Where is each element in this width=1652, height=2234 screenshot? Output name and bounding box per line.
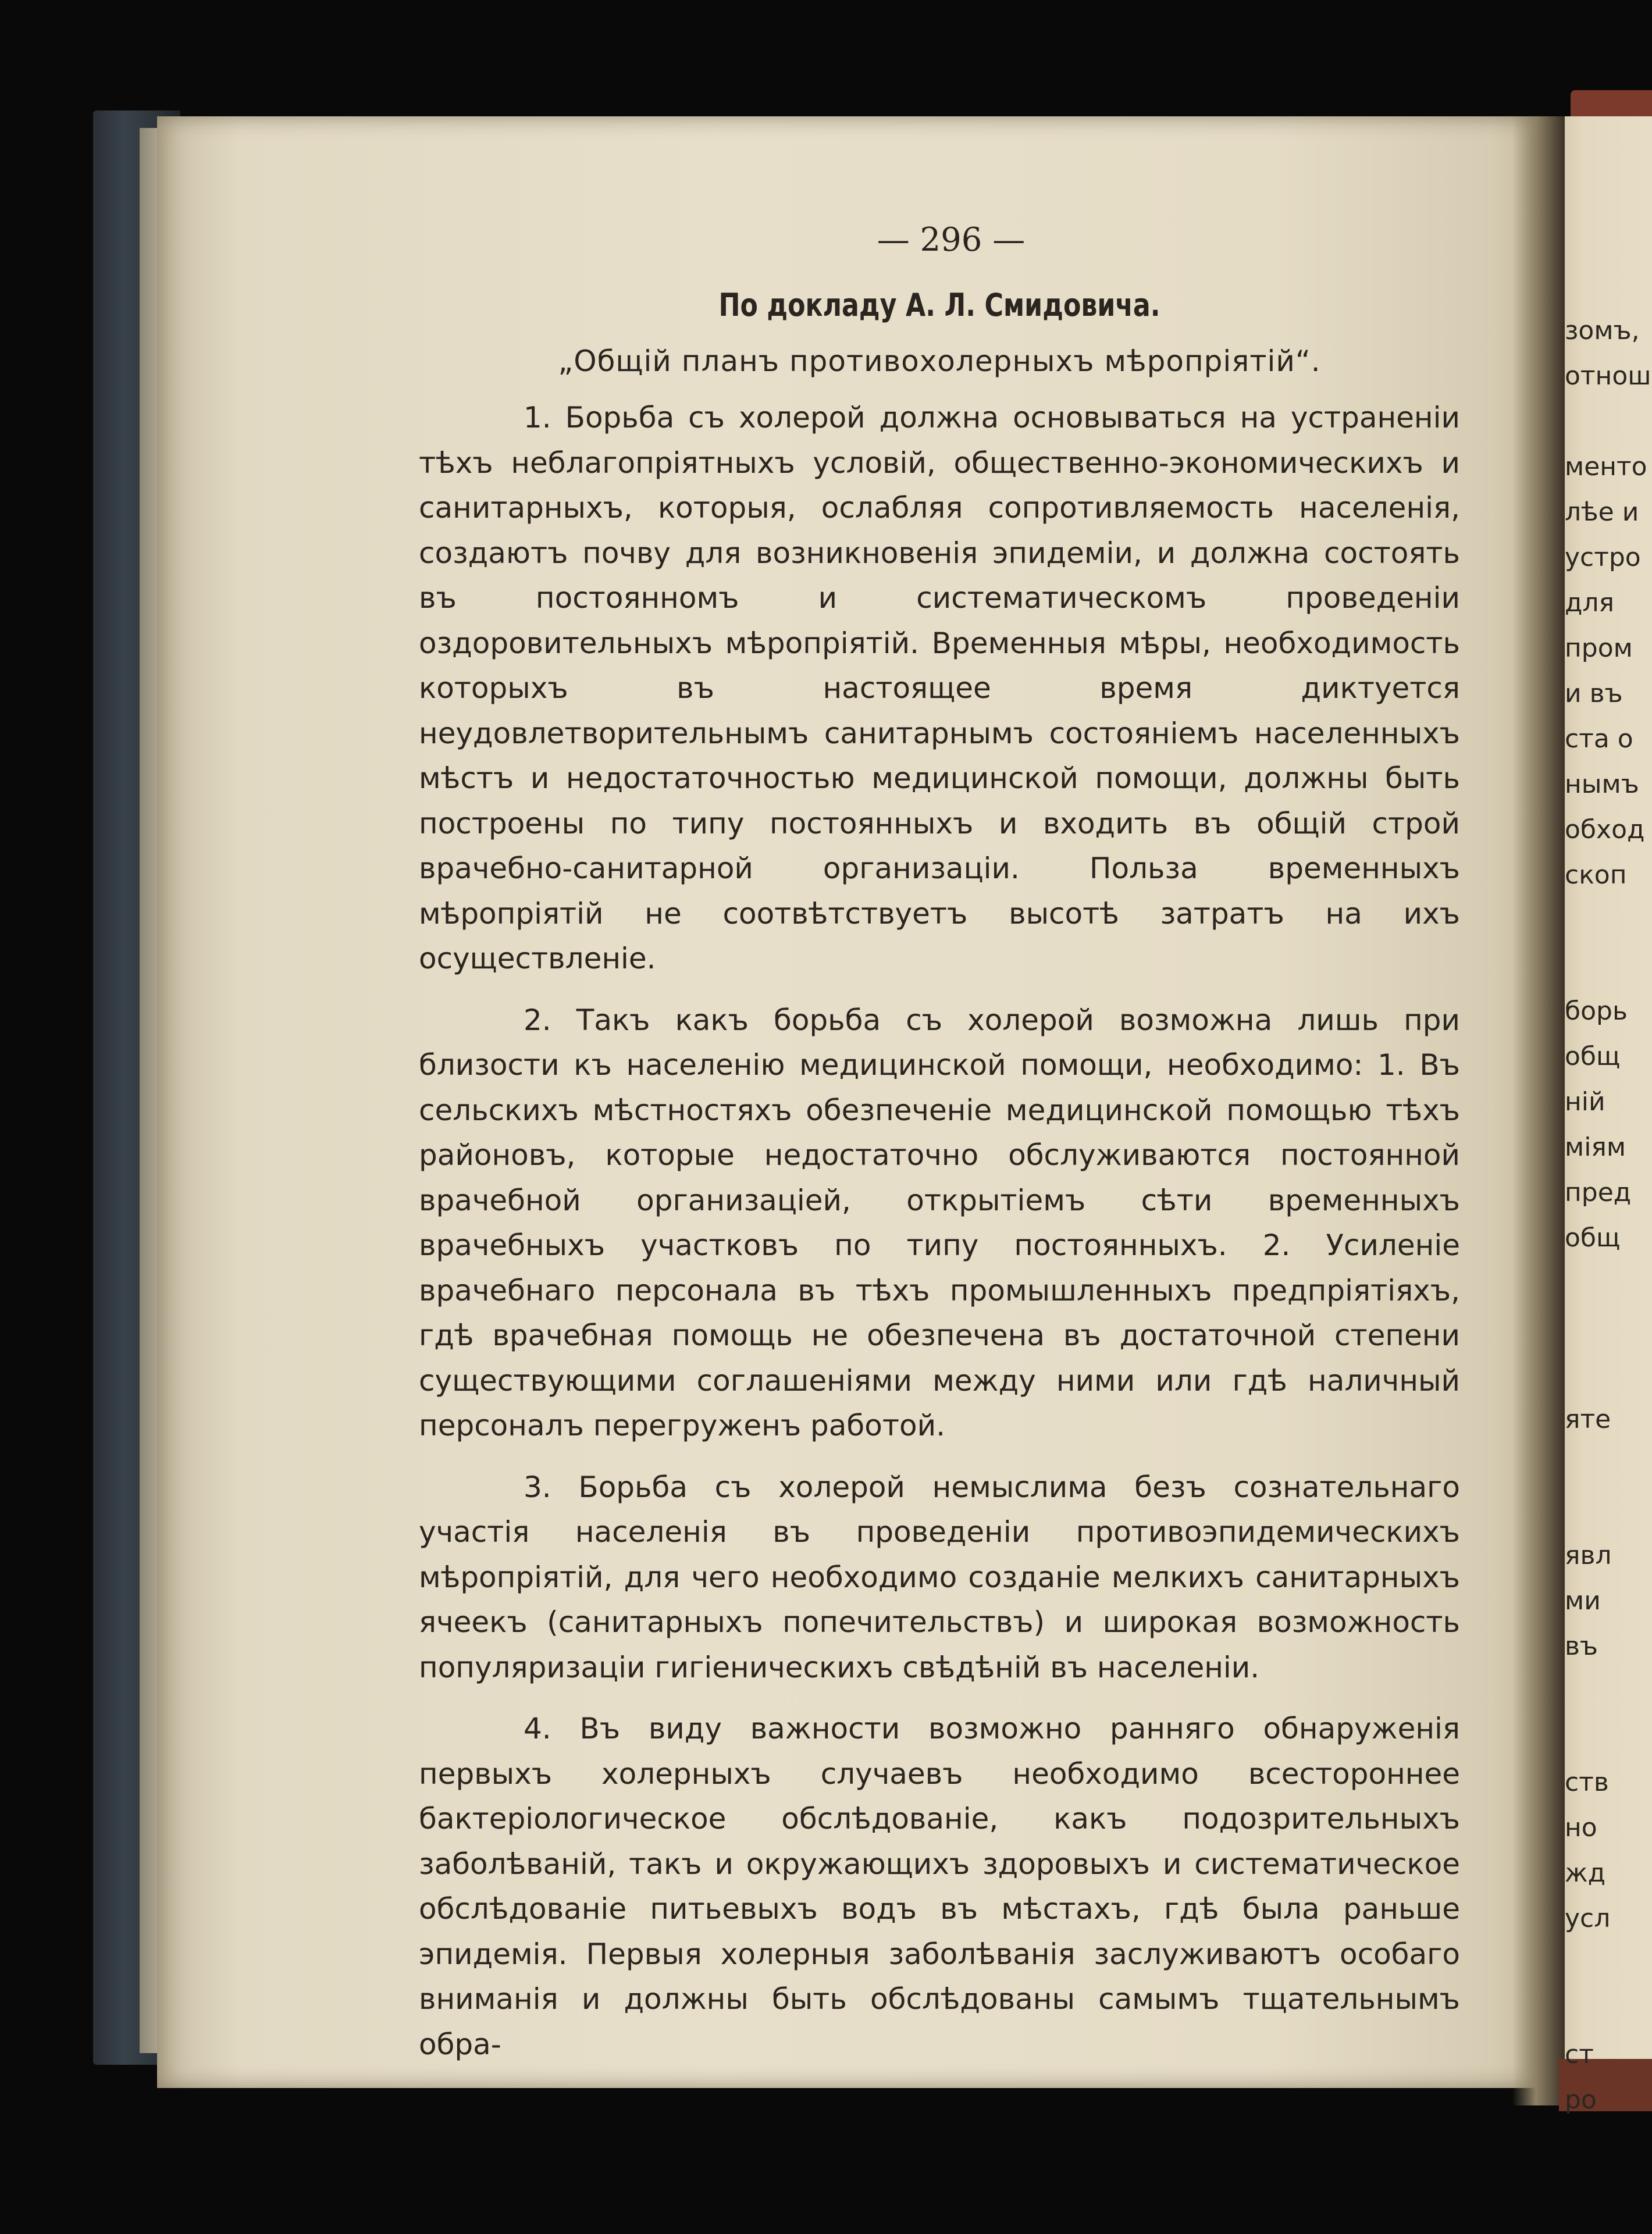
section-subheading: „Общій планъ противохолерныхъ мѣропріятій“. bbox=[558, 344, 1321, 378]
page-number: — 296 — bbox=[877, 221, 1026, 259]
facing-page-line bbox=[1565, 399, 1652, 444]
facing-page-line: для bbox=[1565, 588, 1615, 618]
facing-page-line bbox=[1565, 1941, 1652, 1987]
facing-page-line: жд bbox=[1565, 1858, 1606, 1888]
facing-page-line bbox=[1565, 1352, 1652, 1397]
facing-page-line bbox=[1565, 1261, 1652, 1306]
facing-page-line: нымъ bbox=[1565, 769, 1639, 799]
facing-page-line: общ bbox=[1565, 1042, 1621, 1071]
facing-page-line: ми bbox=[1565, 1586, 1601, 1616]
facing-page-line: пред bbox=[1565, 1178, 1632, 1207]
facing-page-line: ро bbox=[1565, 2085, 1597, 2115]
facing-page-line: ній bbox=[1565, 1087, 1605, 1117]
facing-page-line bbox=[1565, 1488, 1652, 1533]
facing-page-line: усл bbox=[1565, 1904, 1611, 1933]
section-heading: По докладу А. Л. Смидовича. bbox=[718, 287, 1160, 323]
facing-page-line: общ bbox=[1565, 1223, 1621, 1253]
facing-page-line bbox=[1565, 943, 1652, 989]
facing-page-line bbox=[1565, 1987, 1652, 2032]
paragraph-3: 3. Борьба съ холерой немыслима безъ сознательнаго участія населенія въ проведеніи противоэпидемическихъ мѣропріятій, для чего необходимо созданіе мелкихъ санитарныхъ ячеекъ (санитарныхъ попечительствъ) и широкая возможность популяризаціи гигіеническихъ свѣдѣній въ населеніи. bbox=[419, 1470, 1460, 1684]
facing-page-line: міям bbox=[1565, 1132, 1626, 1162]
facing-page-line: ста о bbox=[1565, 724, 1633, 754]
facing-page-line: лѣе и bbox=[1565, 497, 1639, 527]
facing-page-text bbox=[1565, 308, 1652, 2123]
paragraph-4: 4. Въ виду важности возможно ранняго обнаруженія первыхъ холерныхъ случаевъ необходимо всестороннее бактеріологическое обслѣдованіе, какъ подозрительныхъ заболѣваній, такъ и окружающихъ здоровыхъ и систематическое обслѣдованіе питьевыхъ водъ въ мѣстахъ, гдѣ была раньше эпидемія. Первыя холерныя заболѣванія заслуживаютъ особаго вниманія и должны быть обслѣдованы самымъ тщательнымъ обра- bbox=[419, 1712, 1460, 2061]
page-text bbox=[419, 221, 1460, 2083]
facing-page-line: устро bbox=[1565, 543, 1641, 572]
facing-page-line bbox=[1565, 1715, 1652, 1760]
facing-page-line: но bbox=[1565, 1813, 1597, 1843]
facing-page-line bbox=[1565, 1669, 1652, 1715]
facing-page-line: менто bbox=[1565, 452, 1647, 482]
facing-page-line: ст bbox=[1565, 2040, 1594, 2069]
facing-page-line bbox=[1565, 898, 1652, 943]
facing-page-line: скоп bbox=[1565, 860, 1627, 890]
facing-page-line: пром bbox=[1565, 633, 1633, 663]
facing-page-line: въ bbox=[1565, 1631, 1598, 1661]
facing-page-line bbox=[1565, 1442, 1652, 1488]
facing-page-line: борь bbox=[1565, 996, 1628, 1026]
page-gutter bbox=[1512, 116, 1565, 2105]
facing-page-line: отнош bbox=[1565, 361, 1651, 391]
facing-page-line: явл bbox=[1565, 1541, 1612, 1570]
paragraph-1: 1. Борьба съ холерой должна основываться на устраненіи тѣхъ неблагопріятныхъ условій, общественно-экономическихъ и санитарныхъ, которыя, ослабляя сопротивляемость населенія, создаютъ почву для возникновенія эпидеміи, и должна состоять въ постоянномъ и систематическомъ проведеніи оздоровительныхъ мѣропріятій. Временныя мѣры, необходимость которыхъ въ настоящее время диктуется неудовлетворительнымъ санитарнымъ состояніемъ населенныхъ мѣстъ и недостаточностью медицинской помощи, должны быть построены по типу постоянныхъ и входить въ общій строй врачебно-санитарной организаціи. Польза временныхъ мѣропріятій не соотвѣтствуетъ высотѣ затратъ на ихъ осуществленіе. bbox=[419, 401, 1460, 975]
facing-page-line: зомъ, bbox=[1565, 316, 1640, 345]
facing-page-line bbox=[1565, 1306, 1652, 1352]
facing-page-line: ств bbox=[1565, 1768, 1609, 1797]
facing-page-line: яте bbox=[1565, 1405, 1611, 1434]
facing-page-line: и въ bbox=[1565, 679, 1623, 708]
facing-page-line: обход bbox=[1565, 815, 1645, 845]
paragraph-2: 2. Такъ какъ борьба съ холерой возможна лишь при близости къ населенію медицинской помощи, необходимо: 1. Въ сельскихъ мѣстностяхъ обезпеченіе медицинской помощью тѣхъ районовъ, которые недостаточно обслуживаются постоянной врачебной организаціей, открытіемъ сѣти временныхъ врачебныхъ участковъ по типу постоянныхъ. 2. Усиленіе врачебнаго персонала въ тѣхъ промышленныхъ предпріятіяхъ, гдѣ врачебная помощь не обезпечена въ достаточной степени существующими соглашеніями между ними или гдѣ наличный персоналъ перегруженъ работой. bbox=[419, 1003, 1460, 1442]
